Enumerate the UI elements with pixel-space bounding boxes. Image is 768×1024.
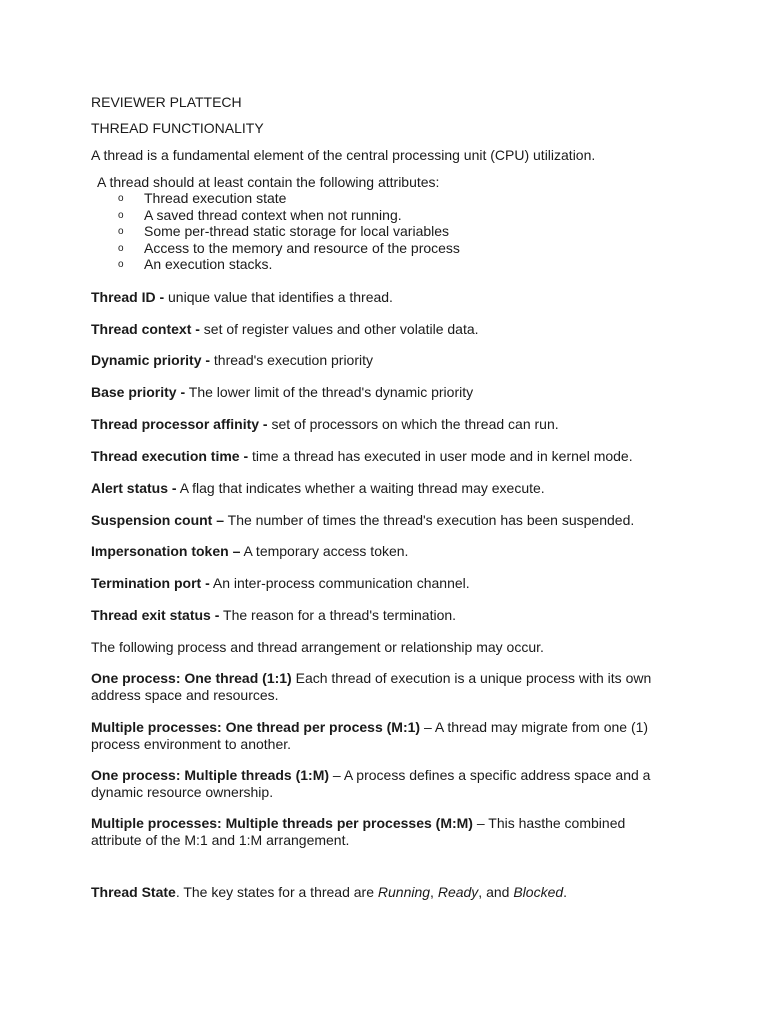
definition-suspension-count [91,512,634,529]
definition-text: An inter-process communication channel. [209,575,470,591]
definition-processor-affinity [91,416,559,433]
definition-text: thread's execution priority [210,352,374,368]
definition-term: Thread context - [91,321,200,337]
definition-term: Base priority - [91,384,186,400]
definition-term: Suspension count – [91,512,225,528]
definition-text: unique value that identifies a thread. [164,289,393,305]
attributes-lead: A thread should at least contain the following attributes: [97,174,440,190]
definition-thread-id [91,289,393,306]
definition-base-priority [91,384,473,401]
definition-text: time a thread has executed in user mode and in kernel mode. [248,448,633,464]
definition-term: Thread processor affinity - [91,416,268,432]
thread-state-term: Thread State [91,884,176,900]
relationship-text-cont: process environment to another. [91,735,292,752]
relationship-text: – This hasthe combined [472,815,626,831]
relationship-text: – A thread may migrate from one (1) [420,719,649,735]
definition-termination-port [91,575,470,592]
thread-state-paragraph: Thread State. The key states for a thread are Running, Ready, and Blocked. [91,884,568,900]
definition-impersonation-token [91,543,408,560]
definition-text: The reason for a thread's termination. [219,607,457,623]
definition-term: Termination port - [91,575,210,591]
relationship-text-cont: address space and resources. [91,686,279,703]
definition-text: set of register values and other volatile data. [199,321,479,337]
relationship-term: Multiple processes: One thread per process (M:1) [91,719,421,735]
relationship-text-cont: dynamic resource ownership. [91,783,274,800]
section-heading: THREAD FUNCTIONALITY [91,120,264,136]
definition-text: The number of times the thread's execution has been suspended. [224,512,635,528]
relationship-text-cont: attribute of the M:1 and 1:M arrangement. [91,831,350,848]
state-ready: Ready [437,884,479,900]
relationship-many-to-one [91,719,648,752]
relationship-one-to-one [91,670,651,703]
definition-term: Thread execution time - [91,448,249,464]
bullet-marker: o [118,259,124,270]
definition-alert-status [91,480,545,497]
state-running: Running [377,884,431,900]
bullet-marker: o [118,193,124,204]
relationship-term: One process: One thread (1:1) [91,670,292,686]
relationship-text: – A process defines a specific address space and a [329,767,651,783]
definition-text: A flag that indicates whether a waiting thread may execute. [176,480,545,496]
definition-term: Dynamic priority - [91,352,211,368]
relationship-term: One process: Multiple threads (1:M) [91,767,330,783]
definition-text: The lower limit of the thread's dynamic priority [185,384,474,400]
relationship-one-to-many [91,767,650,800]
document-page: REVIEWER PLATTECH THREAD FUNCTIONALITY A thread is a fundamental element of the central processing unit (CPU) utilization. A thread should at least contain the following attributes: o Thread execution state o A saved thread context when not running. o Some per-thread static storage for local variables o Access to the memory and resource of the process o An execution stacks. Thread ID - unique value that identifies a thread. Thread context - set of register values and other volatile data. Dynamic priority - thread's execution priority Base priority - The lower limit of the thread's dynamic priority Thread processor affinity - set of processors on which the thread can run. Thread execution time - time a thread has executed in user mode and in kernel mode. Alert status - A flag that indicates whether a waiting thread may execute. Suspension count – The number of times the thread's execution has been suspended. Impersonation token – A temporary access token. Termination port - An inter-process communication channel. Thread exit status - The reason for a thread's termination. The following process and thread arrangement or relationship may occur. One process: One thread (1:1) Each thread of execution is a unique process with its own address space and resources. Multiple processes: One thread per process (M:1) – A thread may migrate from one (1) process environment to another. One process: Multiple threads (1:M) – A process defines a specific address space and a dynamic resource ownership. Multiple processes: Multiple threads per processes (M:M) – This hasthe combined attribute of the M:1 and 1:M arrangement. Thread State. The key states for a thread are Running, Ready, and Blocked. [91,94,652,900]
relationship-text: Each thread of execution is a unique process with its own [291,670,652,686]
relationship-term: Multiple processes: Multiple threads per processes (M:M) [91,815,473,831]
definition-thread-context [91,321,479,338]
relationship-many-to-many [91,815,625,848]
intro-paragraph: A thread is a fundamental element of the central processing unit (CPU) utilization. [91,147,596,163]
definition-text: set of processors on which the thread can run. [267,416,559,432]
definition-execution-time [91,448,633,465]
definition-term: Thread exit status - [91,607,220,623]
document-title: REVIEWER PLATTECH [91,94,242,110]
bullet-marker: o [118,226,124,237]
definition-term: Alert status - [91,480,177,496]
definition-dynamic-priority [91,352,373,369]
definition-text: A temporary access token. [240,543,409,559]
definition-exit-status [91,607,456,624]
bullet-marker: o [118,242,124,254]
state-blocked: Blocked [513,884,564,900]
definition-term: Impersonation token – [91,543,241,559]
bullet-marker: o [118,209,124,221]
relationship-lead: The following process and thread arrangement or relationship may occur. [91,639,544,655]
definition-term: Thread ID - [91,289,165,305]
